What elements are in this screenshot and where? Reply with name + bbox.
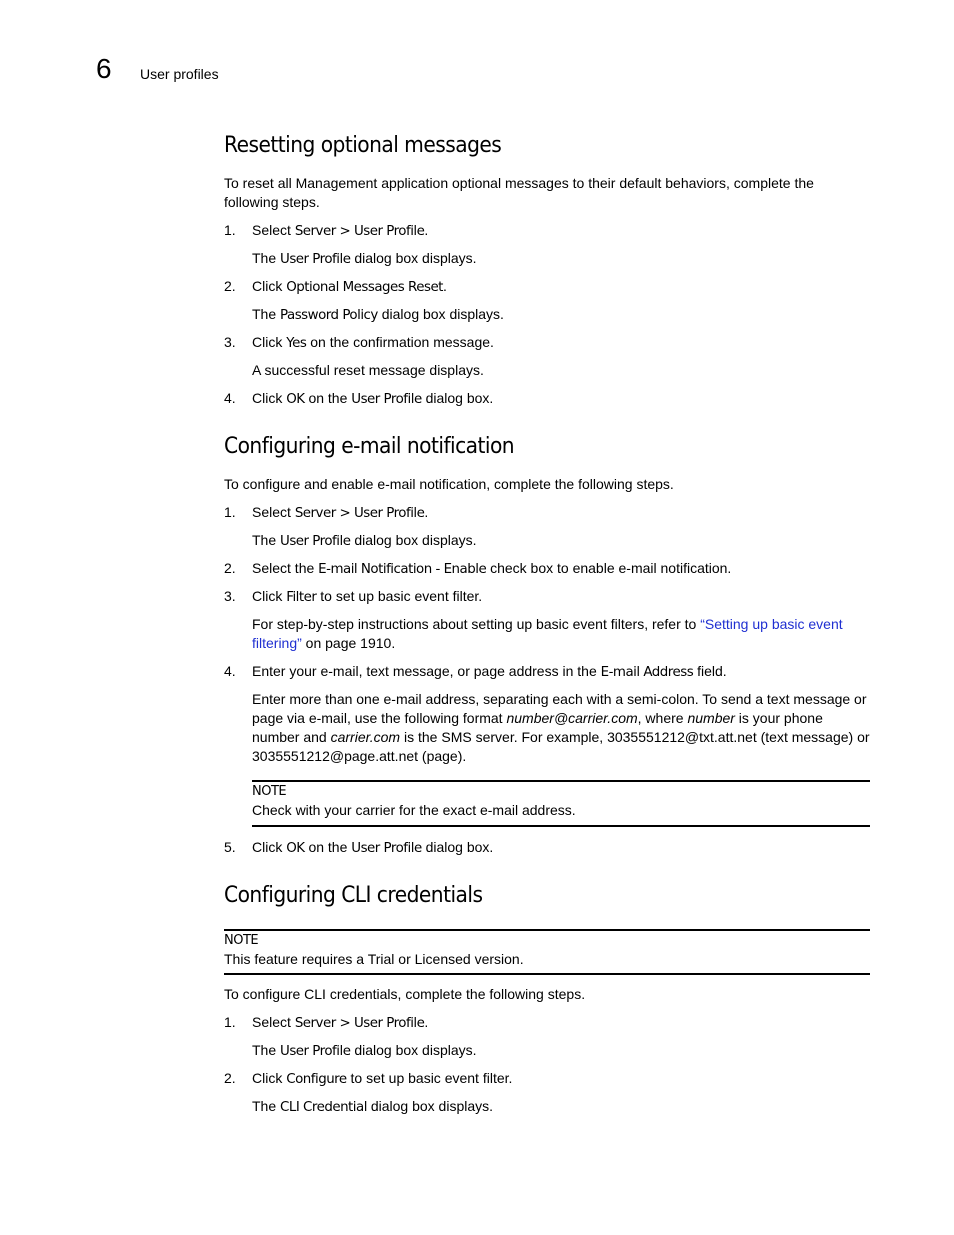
cli-step-1-result: The User Profile dialog box displays. xyxy=(252,1042,477,1059)
note-box-cli xyxy=(224,929,870,975)
note-label: NOTE xyxy=(224,933,259,948)
email-step-4-details: Enter more than one e-mail address, separating each with a semi-colon. To send a text message or page via e-mail, use the following format number@carrier.com, where number is your phone number and carrier.com is the SMS server. For example, 3035551212@txt.att.net (text message) or 3035551212@page.att.net (page). xyxy=(252,691,870,764)
step-text: Click OK on the User Profile dialog box. xyxy=(252,390,494,407)
note-text: Check with your carrier for the exact e-mail address. xyxy=(252,802,576,818)
note-text: This feature requires a Trial or Licensed version. xyxy=(224,951,524,967)
step-text: Click Configure to set up basic event filter. xyxy=(252,1070,513,1087)
step-number: 4. xyxy=(224,390,236,406)
step-text: Select Server > User Profile. xyxy=(252,222,429,239)
note-label: NOTE xyxy=(252,784,287,799)
link-setting-up-basic-event-filtering[interactable]: “Setting up basic event filtering” xyxy=(252,616,843,651)
step-text: Enter your e-mail, text message, or page address in the E-mail Address field. xyxy=(252,663,727,680)
step-number: 5. xyxy=(224,839,236,855)
ui-term-yes: Yes xyxy=(286,336,307,351)
heading-configuring-email-notification: Configuring e-mail notification xyxy=(224,434,515,459)
heading-configuring-cli-credentials: Configuring CLI credentials xyxy=(224,883,483,908)
reset-step-3-result: A successful reset message displays. xyxy=(252,362,484,378)
reset-step-2-result: The Password Policy dialog box displays. xyxy=(252,306,504,323)
email-step-1-result: The User Profile dialog box displays. xyxy=(252,532,477,549)
step-text: Select the E-mail Notification - Enable check box to enable e-mail notification. xyxy=(252,560,732,577)
email-intro: To configure and enable e-mail notification, complete the following steps. xyxy=(224,476,674,492)
step-number: 2. xyxy=(224,278,236,294)
ui-term-user-profile: User Profile xyxy=(353,224,425,239)
step-text: Select Server > User Profile. xyxy=(252,1014,429,1031)
step-text: Click Yes on the confirmation message. xyxy=(252,334,494,351)
step-number: 3. xyxy=(224,334,236,350)
step-number: 1. xyxy=(224,504,236,520)
step-number: 1. xyxy=(224,222,236,238)
cli-step-2-result: The CLI Credential dialog box displays. xyxy=(252,1098,494,1115)
step-text: Click OK on the User Profile dialog box. xyxy=(252,839,494,856)
ui-term-configure: Configure xyxy=(286,1072,347,1087)
heading-resetting-optional-messages: Resetting optional messages xyxy=(224,133,502,158)
ui-term-filter: Filter xyxy=(286,590,317,605)
step-number: 2. xyxy=(224,560,236,576)
ui-term-email-notification-enable: E-mail Notification - Enable xyxy=(318,562,487,577)
reset-intro: To reset all Management application optional messages to their default behaviors, complete the following steps. xyxy=(224,175,814,210)
cli-intro: To configure CLI credentials, complete the following steps. xyxy=(224,986,586,1002)
step-number: 2. xyxy=(224,1070,236,1086)
step-text: Select Server > User Profile. xyxy=(252,504,429,521)
ui-term-email-address: E-mail Address xyxy=(600,665,694,680)
email-step-3-result: For step-by-step instructions about setting up basic event filters, refer to “Setting up basic event filtering” on page 1910. xyxy=(252,616,843,651)
note-box-email xyxy=(252,780,870,827)
ui-term-optional-messages-reset: Optional Messages Reset xyxy=(286,280,443,295)
step-number: 1. xyxy=(224,1014,236,1030)
step-number: 3. xyxy=(224,588,236,604)
step-text: Click Filter to set up basic event filter. xyxy=(252,588,483,605)
reset-step-1-result: The User Profile dialog box displays. xyxy=(252,250,477,267)
step-text: Click Optional Messages Reset. xyxy=(252,278,447,295)
step-number: 4. xyxy=(224,663,236,679)
ui-term-server: Server xyxy=(294,224,336,239)
running-header: User profiles xyxy=(140,66,219,82)
chapter-number: 6 xyxy=(96,53,112,84)
